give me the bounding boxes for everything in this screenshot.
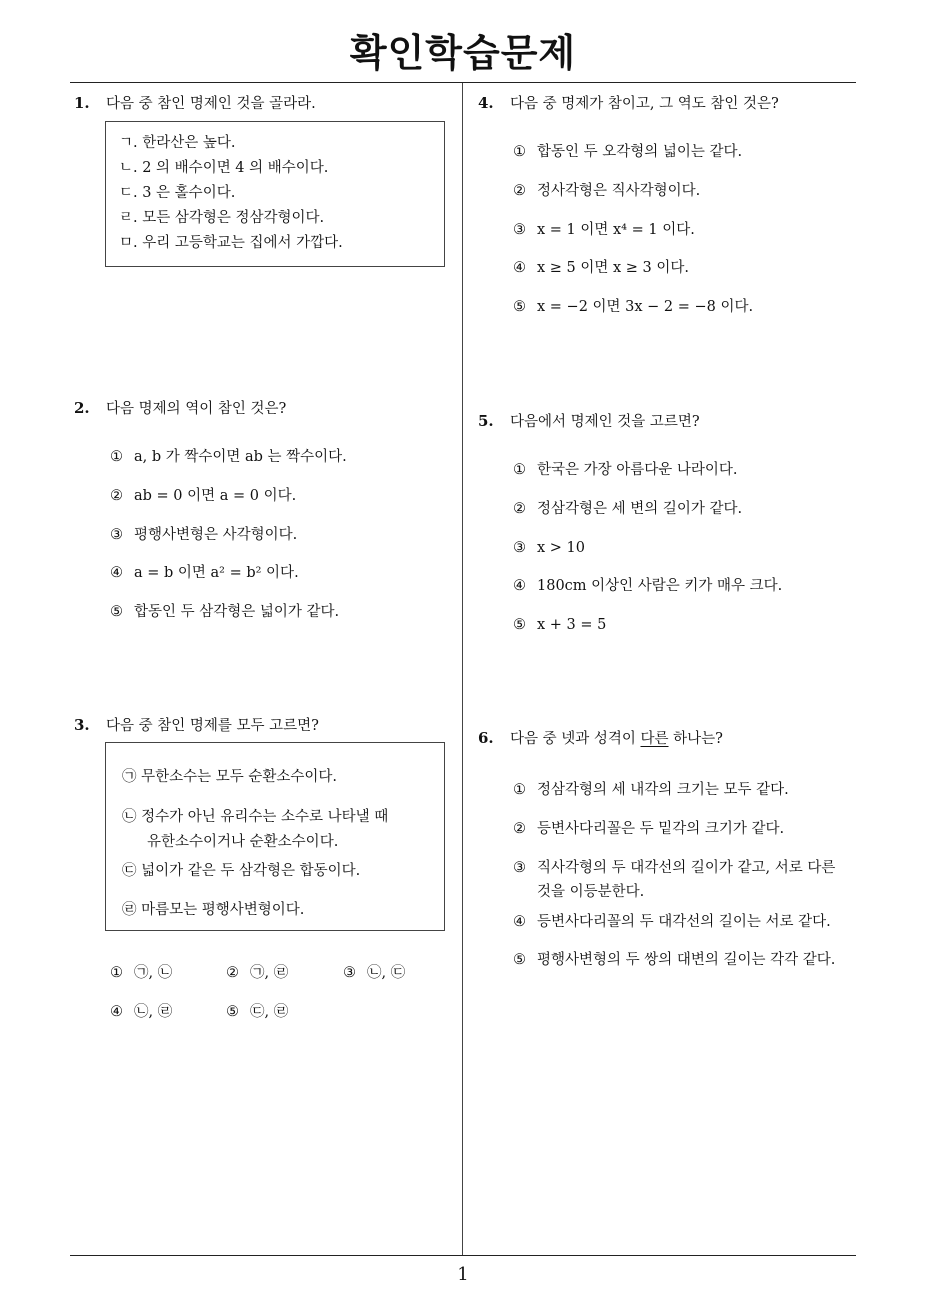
option-text: 평행사변형의 두 쌍의 대변의 길이는 각각 같다. [537, 952, 836, 968]
question-6-text-after: 하나는? [668, 731, 723, 747]
box-item: ㄷ. 3 은 홀수이다. [119, 185, 236, 201]
option-mark: ③ [513, 860, 526, 876]
bottom-rule [70, 1255, 856, 1256]
option-text: 정사각형은 직사각형이다. [537, 183, 701, 199]
question-1-heading [74, 93, 316, 114]
option-3[interactable] [513, 538, 585, 558]
question-6-text-before: 다음 중 넷과 성격이 [510, 731, 641, 747]
box-item: ㉡ 정수가 아닌 유리수는 소수로 나타낼 때 [122, 809, 389, 825]
option-3-continuation [513, 882, 644, 902]
option-mark: ① [110, 965, 123, 981]
question-1 [74, 93, 454, 273]
box-item: ㄴ. 2 의 배수이면 4 의 배수이다. [119, 160, 329, 176]
question-4-number: 4. [478, 94, 494, 112]
option-text: 직사각형의 두 대각선의 길이가 같고, 서로 다른 [537, 860, 836, 876]
option-mark: ④ [513, 914, 526, 930]
box-item: ㄹ. 모든 삼각형은 정삼각형이다. [119, 210, 325, 226]
box-item: ㄱ. 한라산은 높다. [119, 135, 236, 151]
option-mark: ① [513, 144, 526, 160]
question-3-heading [74, 715, 319, 736]
option-text: x = −2 이면 3x − 2 = −8 이다. [537, 299, 754, 315]
option-mark: ① [513, 462, 526, 478]
option-mark: ⑤ [513, 952, 526, 968]
option-text: 정삼각형의 세 내각의 크기는 모두 같다. [537, 782, 789, 798]
option-text: 정삼각형은 세 변의 길이가 같다. [537, 501, 743, 517]
option-text: 등변사다리꼴의 두 대각선의 길이는 서로 같다. [537, 914, 831, 930]
question-2 [74, 398, 454, 628]
option-mark: ④ [513, 260, 526, 276]
option-4[interactable] [110, 563, 299, 583]
question-6-heading [478, 728, 723, 749]
option-mark: ⑤ [513, 299, 526, 315]
option-text: ㉡, ㉣ [134, 1004, 173, 1020]
option-1[interactable] [513, 460, 738, 480]
option-mark: ③ [513, 540, 526, 556]
option-mark: ⑤ [226, 1004, 239, 1020]
option-mark: ⑤ [110, 604, 123, 620]
question-1-number: 1. [74, 94, 90, 112]
option-1[interactable] [513, 780, 789, 800]
option-2[interactable] [513, 499, 742, 519]
option-1[interactable] [110, 447, 347, 467]
column-divider [462, 83, 463, 1255]
option-3[interactable] [513, 220, 695, 240]
box-item: ㅁ. 우리 고등학교는 집에서 가깝다. [119, 235, 343, 251]
option-mark: ④ [110, 1004, 123, 1020]
question-3-number: 3. [74, 716, 90, 734]
option-5[interactable] [513, 615, 606, 635]
option-text: ㉠, ㉣ [250, 965, 289, 981]
option-text: 등변사다리꼴은 두 밑각의 크기가 같다. [537, 821, 785, 837]
page-title: 확인학습문제 [349, 31, 577, 75]
question-5-text: 다음에서 명제인 것을 고르면? [510, 414, 700, 430]
option-4[interactable] [513, 912, 831, 932]
question-5-number: 5. [478, 412, 494, 430]
question-2-number: 2. [74, 399, 90, 417]
option-text: 합동인 두 삼각형은 넓이가 같다. [134, 604, 340, 620]
box-item: ㉢ 넓이가 같은 두 삼각형은 합동이다. [122, 863, 361, 879]
option-mark: ③ [343, 965, 356, 981]
box-item: ㉠ 무한소수는 모두 순환소수이다. [122, 769, 338, 785]
option-text: 합동인 두 오각형의 넓이는 같다. [537, 144, 743, 160]
option-mark: ② [513, 821, 526, 837]
option-text: a, b 가 짝수이면 ab 는 짝수이다. [134, 449, 347, 465]
option-4[interactable] [110, 1002, 172, 1022]
option-mark: ④ [513, 578, 526, 594]
option-4[interactable] [513, 576, 782, 596]
question-4 [478, 93, 856, 323]
option-text: 평행사변형은 사각형이다. [134, 527, 298, 543]
option-5[interactable] [513, 950, 835, 970]
option-text: a = b 이면 a² = b² 이다. [134, 565, 299, 581]
option-3[interactable] [513, 858, 835, 878]
option-text: x + 3 = 5 [537, 617, 607, 633]
option-text: ㉠, ㉡ [134, 965, 173, 981]
option-mark: ③ [110, 527, 123, 543]
question-6-number: 6. [478, 729, 494, 747]
option-mark: ③ [513, 222, 526, 238]
option-3[interactable] [110, 525, 297, 545]
option-2[interactable] [513, 181, 700, 201]
option-mark: ⑤ [513, 617, 526, 633]
question-6-underlined-word: 다른 [640, 731, 669, 747]
option-mark: ② [226, 965, 239, 981]
option-1[interactable] [110, 963, 172, 983]
box-item: 유한소수이거나 순환소수이다. [147, 834, 339, 850]
option-text: x = 1 이면 x⁴ = 1 이다. [537, 222, 695, 238]
option-mark: ② [513, 501, 526, 517]
box-item: ㉣ 마름모는 평행사변형이다. [122, 902, 305, 918]
option-text: 한국은 가장 아름다운 나라이다. [537, 462, 738, 478]
option-text: x ≥ 5 이면 x ≥ 3 이다. [537, 260, 690, 276]
option-text: ㉢, ㉣ [250, 1004, 289, 1020]
question-3 [74, 715, 454, 1035]
question-1-text: 다음 중 참인 명제인 것을 골라라. [106, 96, 316, 112]
option-3[interactable] [343, 963, 405, 983]
option-5[interactable] [110, 602, 339, 622]
option-mark: ② [110, 488, 123, 504]
option-text: 180cm 이상인 사람은 키가 매우 크다. [537, 578, 783, 594]
question-1-box [105, 121, 445, 267]
question-5-heading [478, 411, 700, 432]
option-1[interactable] [513, 142, 742, 162]
option-text: 것을 이등분한다. [537, 884, 645, 900]
question-5 [478, 411, 856, 641]
option-text: x > 10 [537, 540, 585, 556]
page-number: 1 [457, 1264, 469, 1285]
question-2-text: 다음 명제의 역이 참인 것은? [106, 401, 287, 417]
question-3-text: 다음 중 참인 명제를 모두 고르면? [106, 718, 319, 734]
option-2[interactable] [110, 486, 296, 506]
question-4-text: 다음 중 명제가 참이고, 그 역도 참인 것은? [510, 96, 779, 112]
question-2-heading [74, 398, 286, 419]
option-mark: ② [513, 183, 526, 199]
top-rule [70, 82, 856, 83]
option-mark: ④ [110, 565, 123, 581]
option-5[interactable] [513, 297, 753, 317]
question-3-box [105, 742, 445, 931]
option-5[interactable] [226, 1002, 288, 1022]
option-mark: ① [513, 782, 526, 798]
option-2[interactable] [513, 819, 784, 839]
option-text: ㉡, ㉢ [367, 965, 406, 981]
option-2[interactable] [226, 963, 288, 983]
option-mark: ① [110, 449, 123, 465]
option-4[interactable] [513, 258, 689, 278]
question-4-heading [478, 93, 779, 114]
question-6 [478, 728, 856, 978]
option-text: ab = 0 이면 a = 0 이다. [134, 488, 297, 504]
